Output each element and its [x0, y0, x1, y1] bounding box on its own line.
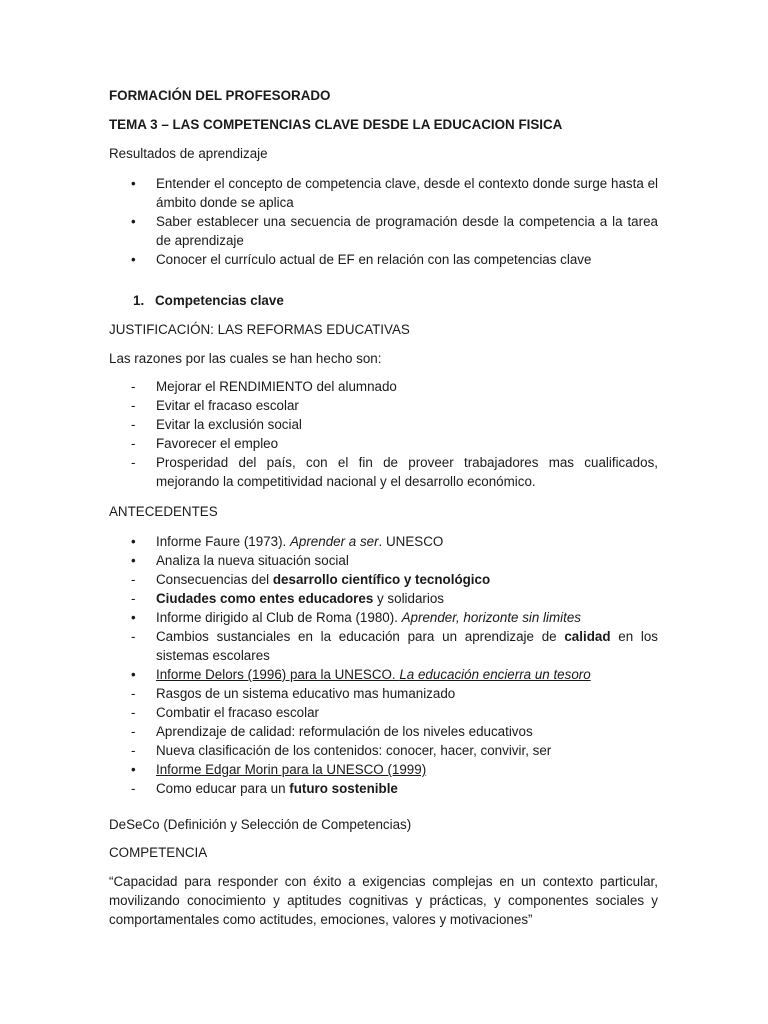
bullet-marker: •	[131, 534, 136, 549]
bullet-marker: •	[131, 610, 136, 625]
document-title: FORMACIÓN DEL PROFESORADO	[109, 88, 331, 103]
reasons-intro: Las razones por las cuales se han hecho son:	[109, 351, 382, 366]
list-item: - Evitar el fracaso escolar	[131, 398, 299, 413]
list-item: • Informe Delors (1996) para la UNESCO. La educación encierra un tesoro	[131, 667, 591, 682]
list-item: • Saber establecer una secuencia de programación desde la competencia a la tarea de aprendizaje	[131, 214, 658, 248]
dash-marker: -	[131, 398, 136, 413]
list-item: - Como educar para un futuro sostenible	[131, 781, 398, 796]
list-item: • Informe Edgar Morin para la UNESCO (1999)	[131, 762, 427, 777]
list-item: - Consecuencias del desarrollo científico y tecnológico	[131, 572, 491, 587]
bullet-marker: •	[131, 176, 136, 191]
dash-marker: -	[131, 455, 136, 470]
dash-marker: -	[131, 629, 136, 644]
outcomes-list	[0, 174, 768, 269]
dash-marker: -	[131, 724, 136, 739]
justification-heading: JUSTIFICACIÓN: LAS REFORMAS EDUCATIVAS	[109, 322, 410, 337]
list-item: - Rasgos de un sistema educativo mas humanizado	[131, 686, 456, 701]
antecedents-list	[0, 532, 768, 798]
bullet-marker: •	[131, 252, 136, 267]
dash-marker: -	[131, 591, 136, 606]
list-item: - Evitar la exclusión social	[131, 417, 302, 432]
dash-marker: -	[131, 379, 136, 394]
section-title: Competencias clave	[155, 293, 284, 308]
dash-marker: -	[131, 572, 136, 587]
list-item: - Prosperidad del país, con el fin de proveer trabajadores mas cualificados, mejorando la competitividad nacional y el desarrollo económico.	[131, 455, 658, 489]
list-item: - Nueva clasificación de los contenidos: conocer, hacer, convivir, ser	[131, 743, 552, 758]
list-item: - Aprendizaje de calidad: reformulación de los niveles educativos	[131, 724, 533, 739]
list-item: - Ciudades como entes educadores y solidarios	[131, 591, 444, 606]
antecedents-heading: ANTECEDENTES	[109, 504, 218, 519]
competencia-heading: COMPETENCIA	[109, 845, 208, 860]
list-item: • Entender el concepto de competencia clave, desde el contexto donde surge hasta el ámbito donde se aplica	[131, 176, 658, 210]
bullet-marker: •	[131, 553, 136, 568]
dash-marker: -	[131, 781, 136, 796]
deseco-label: DeSeCo (Definición y Selección de Competencias)	[109, 817, 412, 832]
list-item: - Mejorar el RENDIMIENTO del alumnado	[131, 379, 397, 394]
dash-marker: -	[131, 417, 136, 432]
list-item: • Informe dirigido al Club de Roma (1980). Aprender, horizonte sin limites	[131, 610, 581, 625]
bullet-marker: •	[131, 214, 136, 229]
section-heading	[109, 291, 658, 310]
list-item: - Cambios sustanciales en la educación para un aprendizaje de calidad en los sistemas escolares	[131, 629, 659, 663]
list-item: • Informe Faure (1973). Aprender a ser. UNESCO	[131, 534, 444, 549]
dash-marker: -	[131, 686, 136, 701]
outcomes-label: Resultados de aprendizaje	[109, 146, 268, 161]
section-number: 1.	[133, 293, 145, 308]
dash-marker: -	[131, 705, 136, 720]
bullet-marker: •	[131, 762, 136, 777]
list-item: • Analiza la nueva situación social	[131, 553, 349, 568]
topic-heading: TEMA 3 – LAS COMPETENCIAS CLAVE DESDE LA EDUCACION FISICA	[109, 117, 563, 132]
dash-marker: -	[131, 436, 136, 451]
bullet-marker: •	[131, 667, 136, 682]
dash-marker: -	[131, 743, 136, 758]
list-item: - Favorecer el empleo	[131, 436, 279, 451]
competencia-definition: “Capacidad para responder con éxito a exigencias complejas en un contexto particular, movilizando conocimiento y aptitudes cognitivas y prácticas, y componentes sociales y comportamentales como actitudes, emociones, valores y motivaciones”	[109, 874, 658, 927]
list-item: • Conocer el currículo actual de EF en relación con las competencias clave	[131, 252, 592, 267]
list-item: - Combatir el fracaso escolar	[131, 705, 319, 720]
reasons-list	[0, 377, 768, 491]
